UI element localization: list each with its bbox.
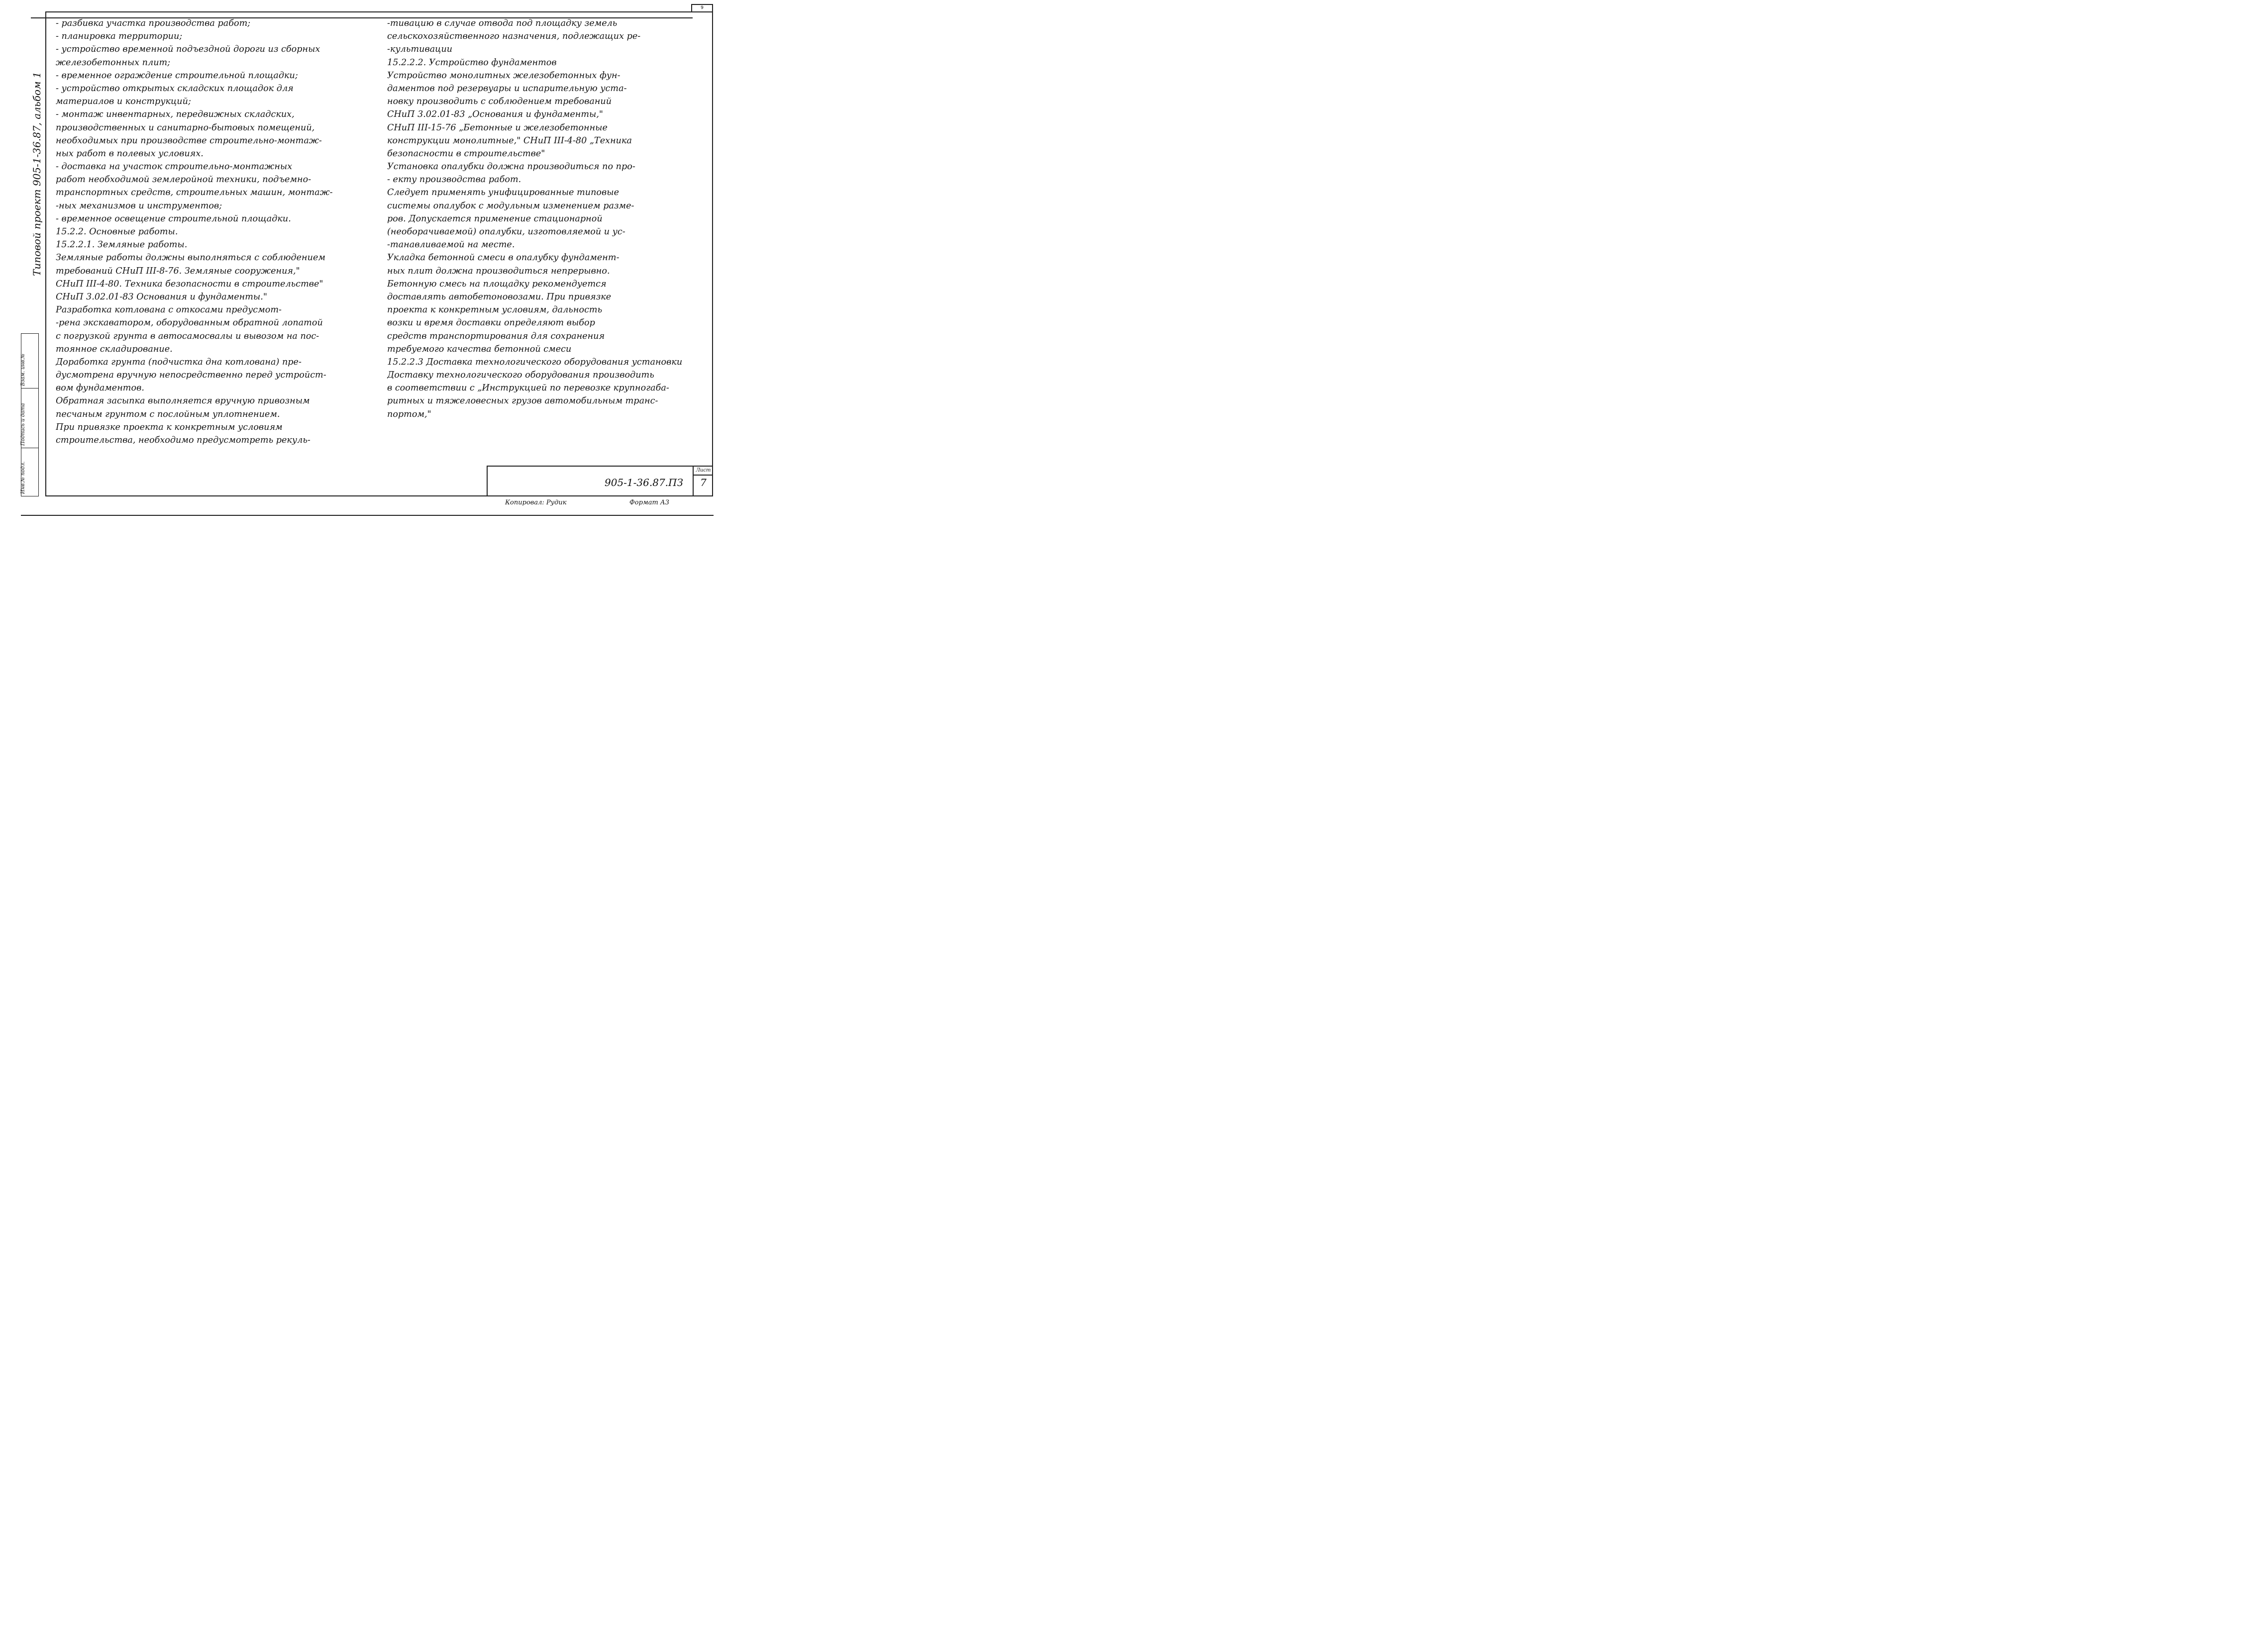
format-note: Формат А3 [629,499,670,506]
document-code: 905-1-36.87.ПЗ [605,477,683,488]
text-line: Установка опалубки должна производиться по про- [387,162,635,172]
sheet-number: 7 [700,477,707,488]
text-line: 15.2.2.2. Устройство фундаментов [387,57,557,68]
text-line: конструкции монолитные," СНиП III-4-80 „Техника [387,135,632,146]
approval-stamp [21,333,39,496]
text-line: -культивации [387,44,453,55]
stamp-label: Инв.№ подл. [20,461,26,494]
text-line: СНиП 3.02.01-83 „Основания и фундаменты," [387,109,604,120]
text-line: производственных и санитарно-бытовых помещений, [56,122,315,133]
text-line: 15.2.2.3 Доставка технологического оборудования установки [387,357,683,367]
text-line: - устройство открытых складских площадок для [56,83,294,94]
stamp-cell-signature [21,388,38,448]
text-line: строительства, необходимо предусмотреть рекуль- [56,435,310,445]
text-line: -ных механизмов и инструментов; [56,200,222,211]
corner-page-number: 9 [691,4,713,12]
text-line: Доставку технологического оборудования производить [387,370,654,381]
text-line: Следует применять унифицированные типовые [387,188,619,198]
text-line: материалов и конструкций; [56,97,191,107]
stamp-cell-original [21,448,38,496]
stamp-label: Подпись и дата [20,403,26,446]
text-line: - временное ограждение строительной площадки; [56,70,298,81]
text-line: возки и время доставки определяют выбор [387,318,595,328]
stamp-cell-inventory [21,334,38,388]
text-line: вом фундаментов. [56,383,144,393]
title-block [487,466,713,496]
text-line: Бетонную смесь на площадку рекомендуется [387,279,607,289]
text-line: системы опалубок с модульным изменением разме- [387,200,634,211]
text-line: СНиП III-15-76 „Бетонные и железобетонные [387,122,608,133]
text-line: доставлять автобетоновозами. При привязке [387,291,612,302]
text-line: ных плит должна производиться непрерывно. [387,266,610,276]
text-line: -рена экскаватором, оборудованным обратной лопатой [56,318,323,328]
copied-by-note: Копировал: Рудик [505,499,567,506]
text-line: - временное освещение строительной площадки. [56,213,291,224]
text-line: СНиП III-4-80. Техника безопасности в строительстве" [56,279,323,289]
text-line: - разбивка участка производства работ; [56,18,251,28]
text-line: Укладка бетонной смеси в опалубку фундамент- [387,253,619,263]
text-line: Земляные работы должны выполняться с соблюдением [56,253,325,263]
text-line: -тивацию в случае отвода под площадку земель [387,18,618,28]
side-album-title: Типовой проект 905-1-36.87, альбом 1 [31,72,43,276]
text-line: портом," [387,409,431,419]
text-line: ритных и тяжеловесных грузов автомобильным транс- [387,396,658,406]
right-text-column [387,17,706,421]
text-line: сельскохозяйственного назначения, подлежащих ре- [387,31,641,42]
text-line: ных работ в полевых условиях. [56,148,204,159]
text-line: средств транспортирования для сохранения [387,331,605,341]
text-line: - екту производства работ. [387,175,521,185]
bottom-rule [21,515,714,516]
sheet-label: Лист [694,467,713,476]
text-line: Доработка грунта (подчистка дна котлована) пре- [56,357,302,367]
left-text-column [56,17,369,447]
text-line: железобетонных плит; [56,57,171,68]
text-line: Обратная засыпка выполняется вручную привозным [56,396,310,406]
text-line: -танавливаемой на месте. [387,240,515,250]
text-line: 15.2.2.1. Земляные работы. [56,240,188,250]
text-line: безопасности в строительстве" [387,148,545,159]
text-line: в соответствии с „Инструкцией по перевозке крупногаба- [387,383,669,393]
text-line: СНиП 3.02.01-83 Основания и фундаменты." [56,291,267,302]
text-line: - доставка на участок строительно-монтажных [56,162,293,172]
text-line: При привязке проекта к конкретным условиям [56,422,283,432]
text-line: новку производить с соблюдением требований [387,97,612,107]
text-line: 15.2.2. Основные работы. [56,227,178,237]
text-line: требуемого качества бетонной смеси [387,344,572,354]
text-line: - планировка территории; [56,31,183,42]
text-line: песчаным грунтом с послойным уплотнением. [56,409,280,419]
text-line: транспортных средств, строительных машин, монтаж- [56,188,333,198]
text-line: необходимых при производстве строительно-монтаж- [56,135,322,146]
text-line: дусмотрена вручную непосредственно перед устройст- [56,370,326,381]
stamp-label: Взам. инв.№ [20,354,26,386]
text-line: - устройство временной подъездной дороги из сборных [56,44,320,55]
text-line: проекта к конкретным условиям, дальность [387,305,603,315]
text-line: с погрузкой грунта в автосамосвалы и вывозом на пос- [56,331,319,341]
text-line: тоянное складирование. [56,344,173,354]
text-line: Разработка котлована с откосами предусмот- [56,305,282,315]
text-line: даментов под резервуары и испарительную уста- [387,83,627,94]
sheet-box [693,467,713,496]
text-line: Устройство монолитных железобетонных фун- [387,70,620,81]
text-line: требований СНиП III-8-76. Земляные сооружения," [56,266,300,276]
text-line: - монтаж инвентарных, передвижных складских, [56,109,295,120]
text-line: ров. Допускается применение стационарной [387,213,603,224]
text-line: работ необходимой землеройной техники, подъемно- [56,175,311,185]
text-line: (необорачиваемой) опалубки, изготовляемой и ус- [387,227,625,237]
